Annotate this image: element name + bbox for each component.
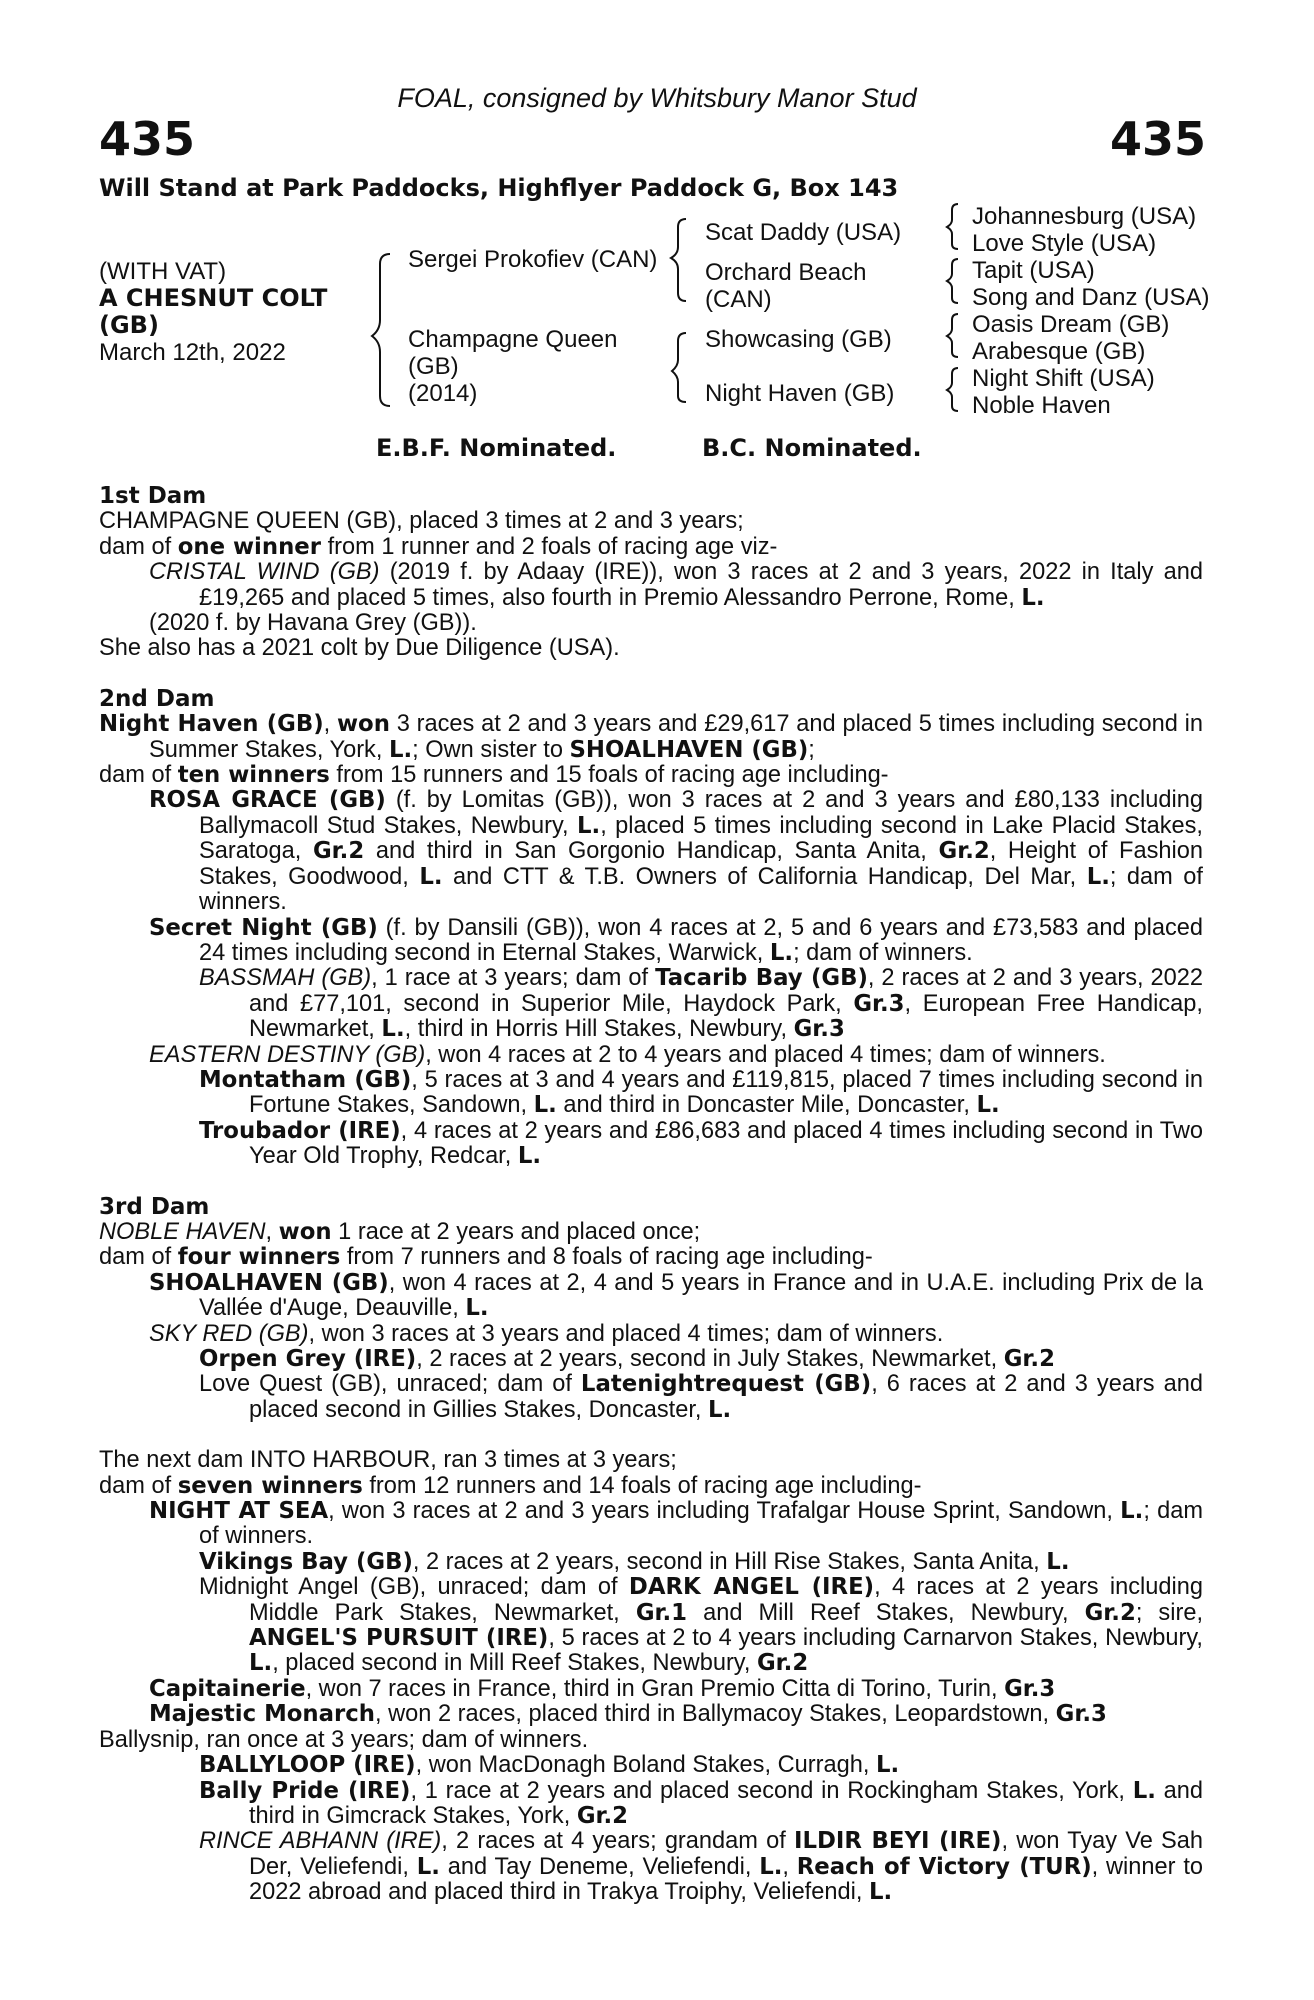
produce-midnight-angel: Midnight Angel (GB), unraced; dam of DARK ANGEL (IRE), 4 races at 2 years including Middle Park Stakes, Newmarket, Gr.1 and Mill Reef Stakes, Newbury, Gr.2; sire, ANGEL'S PURSUIT (IRE), 5 races at 2 to 4 years including Carnarvon Stakes, Newbury, L., placed second in Mill Reef Stakes, Newbury, Gr.2 <box>199 1574 1204 1677</box>
produce-2020: (2020 f. by Havana Grey (GB)). <box>149 610 477 637</box>
produce-eastern-destiny: EASTERN DESTINY (GB), won 4 races at 2 to 4 years and placed 4 times; dam of winners. <box>149 1041 1106 1068</box>
consignor-line: FOAL, consigned by Whitsbury Manor Stud <box>397 83 917 113</box>
first-dam-heading: 1st Dam <box>99 483 207 509</box>
third-dam-heading: 3rd Dam <box>99 1193 210 1220</box>
stand-location: Will Stand at Park Paddocks, Highflyer Paddock G, Box 143 <box>99 174 899 202</box>
dam-sire: Showcasing (GB) <box>705 326 892 353</box>
produce-night-at-sea: NIGHT AT SEA, won 3 races at 2 and 3 years including Trafalgar House Sprint, Sandown, L.; dam of winners. <box>149 1498 1203 1550</box>
produce-cristal-wind: CRISTAL WIND (GB) (2019 f. by Adaay (IRE)), won 3 races at 2 and 3 years, 2022 in Italy and £19,265 and placed 5 times, also fourth in Premio Alessandro Perrone, Rome, L. <box>149 559 1203 611</box>
produce-troubador: Troubador (IRE), 4 races at 2 years and £86,683 and placed 4 times including second in Two Year Old Trophy, Redcar, L. <box>199 1117 1203 1170</box>
foaling-date: March 12th, 2022 <box>99 339 286 366</box>
second-dam-heading: 2nd Dam <box>99 685 215 712</box>
produce-sky-red: SKY RED (GB), won 3 races at 3 years and placed 4 times; dam of winners. <box>149 1320 944 1347</box>
horse-title: A CHESNUT COLT <box>99 284 328 312</box>
ggp-4: Song and Danz (USA) <box>972 284 1210 311</box>
ebf-nomination: E.B.F. Nominated. <box>376 434 617 462</box>
produce-majestic-monarch: Majestic Monarch, won 2 races, placed third in Ballymacoy Stakes, Leopardstown, Gr.3 <box>149 1701 1107 1728</box>
produce-ballysnip: Ballysnip, ran once at 3 years; dam of winners. <box>99 1726 589 1753</box>
next-dam-produce-line: dam of seven winners from 12 runners and 14 foals of racing age including- <box>99 1472 922 1499</box>
third-dam-produce-line: dam of four winners from 7 runners and 8 foals of racing age including- <box>99 1244 873 1271</box>
ggp-5: Oasis Dream (GB) <box>972 311 1170 338</box>
bc-nomination: B.C. Nominated. <box>702 434 922 462</box>
first-dam-produce-line: dam of one winner from 1 runner and 2 foals of racing age viz- <box>99 533 778 560</box>
great-grandparents <box>972 203 1209 419</box>
produce-bassmah: BASSMAH (GB), 1 race at 3 years; dam of Tacarib Bay (GB), 2 races at 2 and 3 years, 2022 and £77,101, second in Superior Mile, Haydock Park, Gr.3, European Free Handicap, Newmarket, L., third in Horris Hill Stakes, Newbury, Gr.3 <box>199 965 1204 1043</box>
sire-dam-name: Orchard Beach <box>705 259 867 286</box>
produce-rosa-grace: ROSA GRACE (GB) (f. by Lomitas (GB)), won 3 races at 2 and 3 years and £80,133 including Ballymacoll Stud Stakes, Newbury, L., placed 5 times including second in Lake Placid Stakes, Saratoga, Gr.2 and third in San Gorgonio Handicap, Santa Anita, Gr.2, Height of Fashion Stakes, Goodwood, L. and CTT & T.B. Owners of California Handicap, Del Mar, L.; dam of winners. <box>149 787 1203 916</box>
dam-origin: (GB) <box>408 353 459 380</box>
ggp-1: Johannesburg (USA) <box>972 203 1197 230</box>
third-dam-line: NOBLE HAVEN, won 1 race at 2 years and placed once; <box>99 1218 701 1245</box>
lot-number-left: 435 <box>99 112 196 166</box>
dam <box>408 326 617 407</box>
horse-title-origin: (GB) <box>99 311 159 339</box>
produce-secret-night: Secret Night (GB) (f. by Dansili (GB)), won 4 races at 2, 5 and 6 years and £73,583 and placed 24 times including second in Eternal Stakes, Warwick, L.; dam of winners. <box>149 914 1203 966</box>
produce-love-quest: Love Quest (GB), unraced; dam of Latenightrequest (GB), 6 races at 2 and 3 years and placed second in Gillies Stakes, Doncaster, L. <box>199 1371 1203 1423</box>
second-dam-line: Night Haven (GB), won 3 races at 2 and 3 years and £29,617 and placed 5 times including second in Summer Stakes, York, L.; Own sister to SHOALHAVEN (GB); <box>99 711 1203 763</box>
ggp-7: Night Shift (USA) <box>972 365 1155 392</box>
vat-note: (WITH VAT) <box>99 258 227 285</box>
ggp-2: Love Style (USA) <box>972 230 1157 257</box>
produce-ballyloop: BALLYLOOP (IRE), won MacDonagh Boland Stakes, Curragh, L. <box>199 1752 900 1779</box>
sire: Sergei Prokofiev (CAN) <box>408 246 658 273</box>
produce-montatham: Montatham (GB), 5 races at 3 and 4 years and £119,815, placed 7 times including second in Fortune Stakes, Sandown, L. and third in Doncaster Mile, Doncaster, L. <box>199 1066 1203 1119</box>
ggp-8: Noble Haven <box>972 392 1111 419</box>
dam-year: (2014) <box>408 380 478 407</box>
second-dam-produce-line: dam of ten winners from 15 runners and 15 foals of racing age including- <box>99 762 889 789</box>
first-dam-line: CHAMPAGNE QUEEN (GB), placed 3 times at 2 and 3 years; <box>99 508 744 535</box>
dam-name: Champagne Queen <box>408 326 618 353</box>
ggp-6: Arabesque (GB) <box>972 338 1146 365</box>
lot-number-right: 435 <box>1109 112 1206 166</box>
dam-dam: Night Haven (GB) <box>705 380 895 407</box>
produce-rince-abhann: RINCE ABHANN (IRE), 2 races at 4 years; grandam of ILDIR BEYI (IRE), won Tyay Ve Sah Der, Veliefendi, L. and Tay Deneme, Veliefendi, L., Reach of Victory (TUR), winner to 2022 abroad and placed third in Trakya Troiphy, Veliefendi, L. <box>199 1828 1204 1906</box>
catalogue-body <box>99 484 1203 1906</box>
sire-sire: Scat Daddy (USA) <box>705 219 902 246</box>
produce-vikings-bay: Vikings Bay (GB), 2 races at 2 years, second in Hill Rise Stakes, Santa Anita, L. <box>199 1548 1070 1575</box>
produce-bally-pride: Bally Pride (IRE), 1 race at 2 years and placed second in Rockingham Stakes, York, L. and third in Gimcrack Stakes, York, Gr.2 <box>199 1777 1203 1829</box>
first-dam-note: She also has a 2021 colt by Due Diligence (USA). <box>99 635 620 662</box>
next-dam-line: The next dam INTO HARBOUR, ran 3 times at 3 years; <box>99 1447 677 1474</box>
ggp-3: Tapit (USA) <box>972 257 1095 284</box>
produce-capitainerie: Capitainerie, won 7 races in France, third in Gran Premio Citta di Torino, Turin, Gr.3 <box>149 1675 1056 1702</box>
sire-dam <box>705 259 866 313</box>
produce-orpen-grey: Orpen Grey (IRE), 2 races at 2 years, second in July Stakes, Newmarket, Gr.2 <box>199 1346 1055 1372</box>
produce-shoalhaven: SHOALHAVEN (GB), won 4 races at 2, 4 and 5 years in France and in U.A.E. including Prix de la Vallée d'Auge, Deauville, L. <box>149 1269 1203 1322</box>
sire-dam-origin: (CAN) <box>705 286 772 313</box>
